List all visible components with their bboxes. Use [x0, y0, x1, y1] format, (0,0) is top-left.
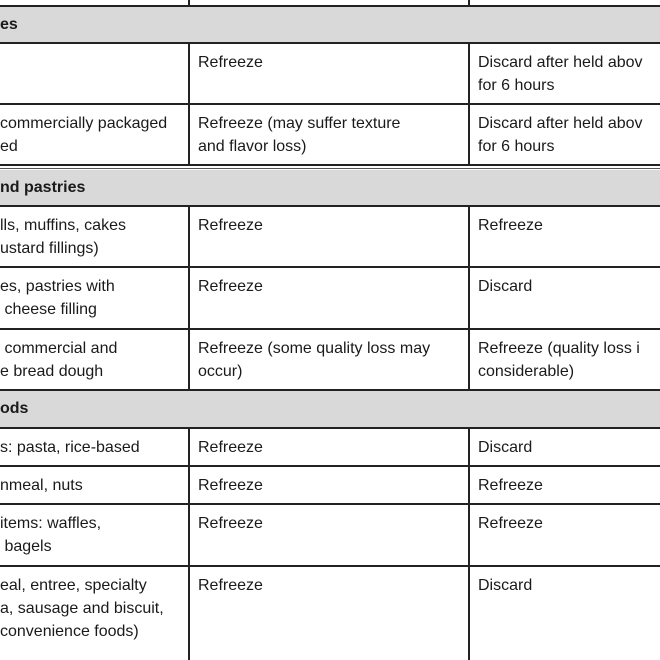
row-divider [0, 427, 660, 429]
row-divider [0, 565, 660, 567]
row-divider [0, 168, 660, 169]
column-divider [468, 42, 470, 166]
action-cell: Refreeze [198, 577, 263, 594]
table-row [0, 466, 660, 504]
column-divider [188, 205, 190, 390]
table-row [0, 428, 660, 466]
column-divider [188, 42, 190, 166]
alternate-action-cell: Refreeze [478, 477, 543, 494]
column-divider [468, 205, 470, 390]
table-row [0, 43, 660, 104]
action-cell: Refreeze [198, 54, 263, 71]
section-label: es [0, 15, 18, 33]
action-cell: Refreeze [198, 439, 263, 456]
item-cell: nmeal, nuts [0, 477, 83, 494]
action-cell: Refreeze [198, 515, 263, 532]
item-cell: commercially packaged ed [0, 115, 168, 155]
item-cell: s: pasta, rice-based [0, 439, 140, 456]
table-row [0, 566, 660, 660]
alternate-action-cell: Discard [478, 439, 533, 456]
table-row [0, 329, 660, 390]
row-divider [0, 103, 660, 105]
action-cell: Refreeze [198, 477, 263, 494]
row-divider [0, 164, 660, 166]
alternate-action-cell: Discard after held abov for 6 hours [478, 54, 643, 94]
row-divider [0, 266, 660, 268]
item-cell: lls, muffins, cakes ustard fillings) [0, 217, 126, 257]
row-divider [0, 205, 660, 207]
row-divider [0, 42, 660, 44]
section-header-3 [0, 390, 660, 428]
row-divider [0, 389, 660, 391]
alternate-action-cell: Refreeze (quality loss i considerable) [478, 340, 640, 380]
column-divider [468, 0, 470, 6]
alternate-action-cell: Discard [478, 278, 533, 295]
row-divider [0, 503, 660, 505]
table-row [0, 104, 660, 165]
table-row [0, 504, 660, 566]
column-divider [468, 427, 470, 660]
item-cell: items: waffles, bagels [0, 515, 102, 555]
action-cell: Refreeze [198, 217, 263, 234]
action-cell: Refreeze (some quality loss may occur) [198, 340, 431, 380]
table-row [0, 267, 660, 329]
row-divider [0, 5, 660, 7]
row-divider [0, 465, 660, 467]
section-label: ods [0, 400, 29, 417]
section-label: nd pastries [0, 179, 86, 196]
column-divider [188, 427, 190, 660]
item-cell: commercial and e bread dough [0, 340, 118, 380]
action-cell: Refreeze (may suffer texture and flavor loss) [198, 115, 401, 155]
alternate-action-cell: Refreeze [478, 515, 543, 532]
item-cell: es, pastries with cheese filling [0, 278, 115, 318]
row-divider [0, 328, 660, 330]
alternate-action-cell: Discard [478, 577, 533, 594]
table-row [0, 206, 660, 267]
item-cell: eal, entree, specialty a, sausage and biscuit, convenience foods) [0, 577, 164, 640]
section-header-1 [0, 6, 660, 43]
alternate-action-cell: Refreeze [478, 217, 543, 234]
action-cell: Refreeze [198, 278, 263, 295]
section-header-2 [0, 170, 660, 206]
alternate-action-cell: Discard after held abov for 6 hours [478, 115, 643, 155]
column-divider [188, 0, 190, 6]
